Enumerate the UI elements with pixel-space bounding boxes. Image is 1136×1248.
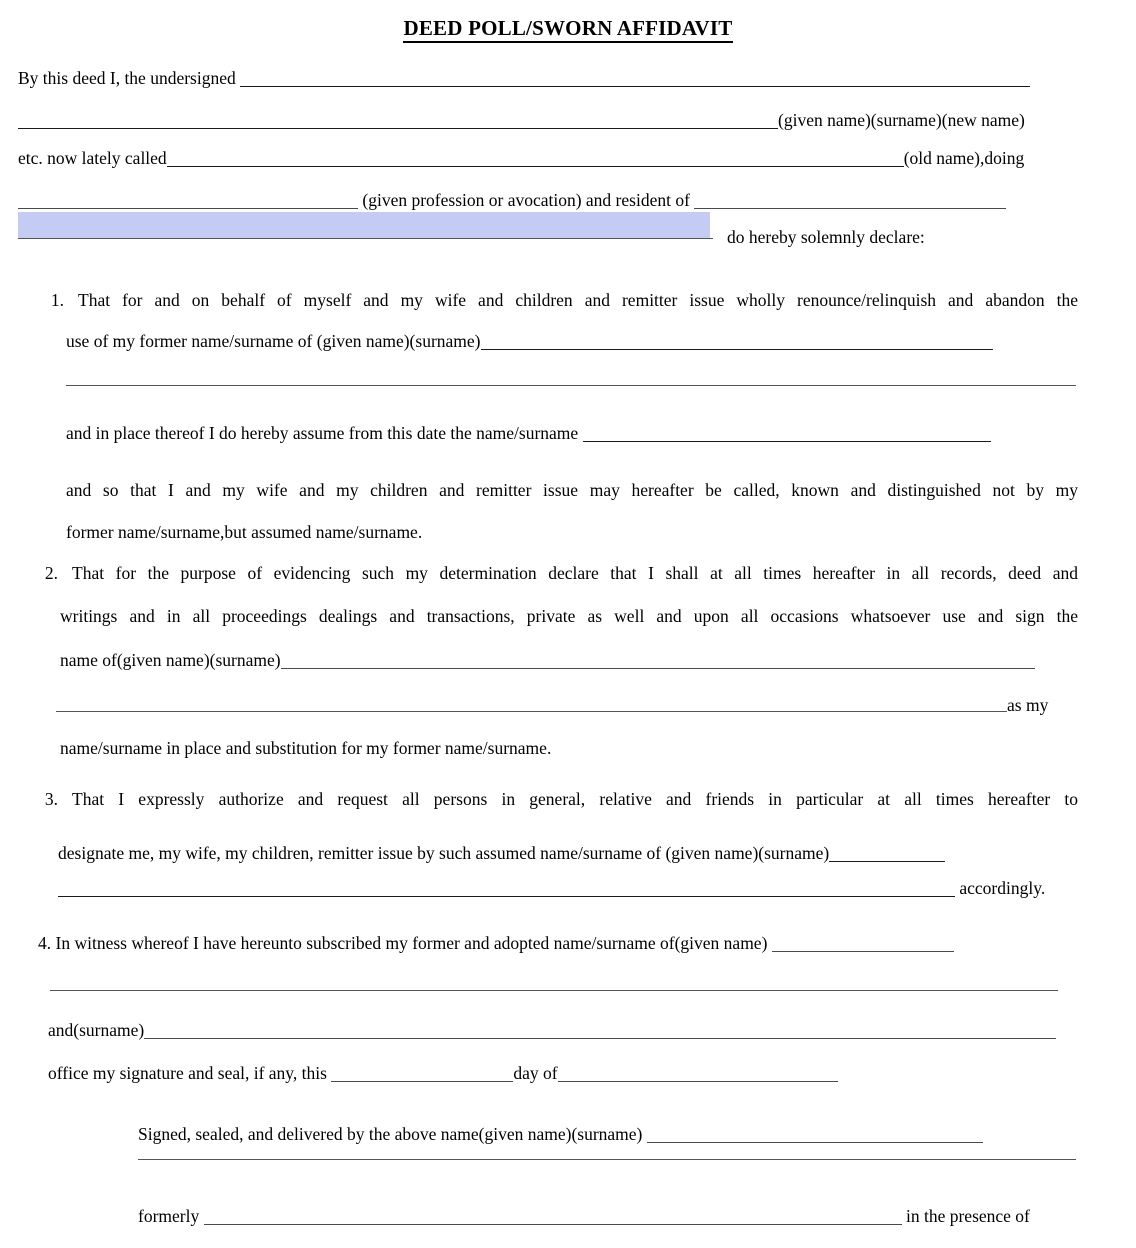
undersigned-blank[interactable] [240, 86, 1030, 87]
preamble-line-5 [727, 229, 925, 247]
clause-4-number: 4. [38, 933, 52, 953]
clause-1 [38, 290, 1078, 311]
preamble-line-1-label: By this deed I, the undersigned [18, 68, 236, 88]
clause-1-line-5: and so that I and my wife and my children and remitter issue may hereafter be called, known and distinguished not by my [66, 480, 1078, 500]
clause-3-line-1: That I expressly authorize and request all persons in general, relative and friends in particular at all times hereafter to [72, 789, 1078, 809]
clause-3-blank-line[interactable] [58, 896, 955, 897]
preamble-line-2 [18, 112, 1025, 130]
profession-blank[interactable] [18, 208, 358, 209]
clause-2-line-4-suffix-wrap [1007, 697, 1048, 715]
clause-2-blank-line[interactable] [56, 711, 1007, 712]
clause-2-number: 2. [44, 563, 58, 583]
closing-day-blank[interactable] [331, 1081, 513, 1082]
clause-1-blank-line[interactable] [66, 385, 1076, 386]
clause-1-line-2-label: use of my former name/surname of (given name)(surname) [66, 331, 481, 351]
clause-1-number: 1. [50, 290, 64, 310]
closing-signed-blank-line[interactable] [138, 1159, 1076, 1160]
clause-3-assumed-name-blank[interactable] [829, 861, 945, 862]
clause-4-given-name-blank[interactable] [772, 951, 954, 952]
preamble-line-4 [18, 192, 1006, 210]
clause-3-line-2-label: designate me, my wife, my children, remitter issue by such assumed name/surname of (given name)(surname) [58, 843, 830, 863]
preamble-line-4-label: (given profession or avocation) and resident of [362, 190, 690, 210]
given-name-blank[interactable] [18, 128, 778, 129]
clause-3-line-3-suffix: accordingly. [959, 878, 1046, 898]
clause-2-name-blank[interactable] [281, 668, 1035, 669]
closing-surname-label: and(surname) [48, 1020, 145, 1040]
closing-signed-name-blank[interactable] [647, 1142, 983, 1143]
clause-4-line-1: In witness whereof I have hereunto subscribed my former and adopted name/surname of(given name) [55, 933, 768, 953]
clause-2-line-5 [60, 740, 551, 758]
preamble-line-1 [18, 70, 1030, 88]
clause-1-line-4-label: and in place thereof I do hereby assume from this date the name/surname [66, 423, 579, 443]
closing-formerly-label: formerly [138, 1206, 200, 1226]
clause-2-line-2-wrap [60, 606, 1078, 627]
text-selection-highlight [18, 212, 710, 239]
clause-2-line-5-label: name/surname in place and substitution for my former name/surname. [60, 738, 552, 758]
closing-surname-blank[interactable] [144, 1038, 1056, 1039]
closing-signed-sealed-label: Signed, sealed, and delivered by the above name(given name)(surname) [138, 1124, 643, 1144]
closing-signature-row [48, 1065, 838, 1083]
clause-1-line-1: That for and on behalf of myself and my wife and children and remitter issue wholly renounce/relinquish and abandon the [78, 290, 1078, 310]
preamble-line-3 [18, 150, 1024, 168]
resident-blank[interactable] [694, 208, 1006, 209]
clause-4-blank-line[interactable] [50, 990, 1058, 991]
clause-1-line-6 [66, 524, 422, 542]
preamble-line-3-label: etc. now lately called [18, 148, 167, 168]
closing-presence-label: in the presence of [905, 1206, 1030, 1226]
clause-2 [32, 563, 1078, 584]
clause-2-line-2: writings and in all proceedings dealings and transactions, private as well and upon all occasions whatsoever use and sign the [60, 606, 1078, 626]
clause-2-line-3-label: name of(given name)(surname) [60, 650, 281, 670]
closing-month-blank[interactable] [558, 1081, 838, 1082]
clause-2-line-1: That for the purpose of evidencing such my determination declare that I shall at all times hereafter in all records, deed and [72, 563, 1078, 583]
page-title-text: DEED POLL/SWORN AFFIDAVIT [403, 16, 732, 43]
clause-1-line-5-wrap [66, 480, 1078, 501]
closing-surname-row [48, 1022, 1056, 1040]
closing-signature-prefix: office my signature and seal, if any, this [48, 1063, 327, 1083]
clause-2-line-3 [60, 652, 1035, 670]
clause-3-number: 3. [44, 789, 58, 809]
preamble-line-5-label: do hereby solemnly declare: [727, 227, 925, 247]
closing-signed-sealed-row [138, 1126, 983, 1144]
closing-formerly-row [138, 1208, 1030, 1226]
clause-1-line-6-label: former name/surname,but assumed name/surname. [66, 522, 423, 542]
clause-3-line-3 [58, 880, 1045, 898]
clause-4 [38, 935, 954, 953]
page-title [0, 16, 1136, 41]
clause-1-line-4 [66, 425, 991, 443]
closing-signature-mid: day of [513, 1063, 558, 1083]
clause-1-former-name-blank[interactable] [481, 349, 993, 350]
preamble-line-2-label: (given name)(surname)(new name) [778, 110, 1025, 130]
clause-1-line-2 [66, 333, 993, 351]
clause-3-line-2 [58, 845, 945, 863]
clause-1-assumed-name-blank[interactable] [583, 441, 991, 442]
clause-3 [32, 789, 1078, 810]
preamble-line-3-suffix: (old name),doing [903, 148, 1025, 168]
closing-formerly-blank[interactable] [204, 1224, 902, 1225]
clause-2-line-4-suffix: as my [1007, 695, 1049, 715]
old-name-blank[interactable] [167, 166, 904, 167]
resident-blank-2[interactable] [18, 238, 713, 239]
